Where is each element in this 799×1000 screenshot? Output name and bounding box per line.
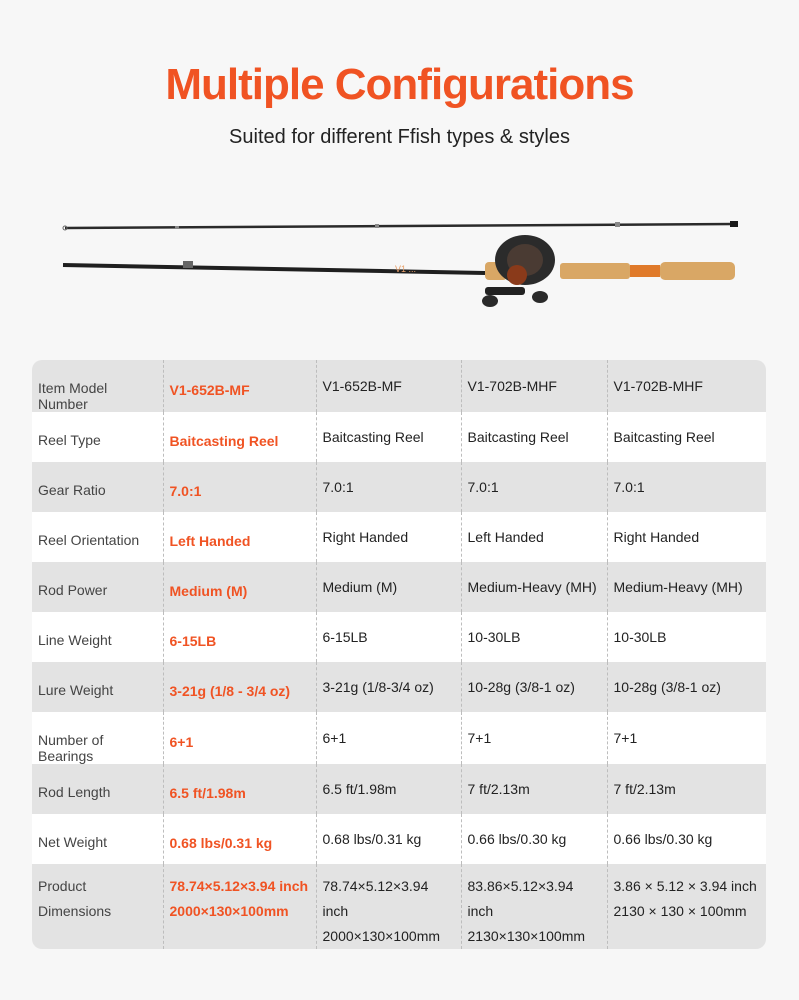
spec-value-line: 3.86 × 5.12 × 3.94 inch [613, 878, 757, 894]
spec-value-line: 78.74×5.12×3.94 inch [322, 878, 429, 919]
spec-value: 6-15LB [163, 612, 316, 662]
spec-value: 10-30LB [607, 612, 766, 662]
table-row [32, 864, 766, 949]
spec-value: 10-28g (3/8-1 oz) [461, 662, 607, 712]
table-row [32, 462, 766, 512]
spec-value: V1-652B-MF [316, 360, 461, 412]
spec-value: 7+1 [607, 712, 766, 764]
table-row [32, 662, 766, 712]
spec-value: 10-30LB [461, 612, 607, 662]
spec-value: 7.0:1 [607, 462, 766, 512]
spec-value: Medium (M) [163, 562, 316, 612]
spec-value: Left Handed [461, 512, 607, 562]
table-row [32, 814, 766, 864]
spec-value: Left Handed [163, 512, 316, 562]
spec-label: Rod Power [32, 562, 163, 612]
spec-value: Medium-Heavy (MH) [461, 562, 607, 612]
spec-value: 6-15LB [316, 612, 461, 662]
spec-value-line: 2130 × 130 × 100mm [613, 903, 747, 919]
spec-value: V1-702B-MHF [607, 360, 766, 412]
spec-value: Baitcasting Reel [607, 412, 766, 462]
spec-value: 7+1 [461, 712, 607, 764]
table-row [32, 764, 766, 814]
spec-value: 0.66 lbs/0.30 kg [461, 814, 607, 864]
spec-value: Right Handed [316, 512, 461, 562]
spec-value [461, 864, 607, 949]
page-title: Multiple Configurations [165, 60, 634, 109]
spec-value-line: 83.86×5.12×3.94 inch [467, 878, 574, 919]
spec-value: 0.68 lbs/0.31 kg [316, 814, 461, 864]
spec-label: Lure Weight [32, 662, 163, 712]
spec-value-line: 2000×130×100mm [322, 928, 441, 944]
spec-value: 3-21g (1/8 - 3/4 oz) [163, 662, 316, 712]
spec-value: Baitcasting Reel [316, 412, 461, 462]
spec-value: 3-21g (1/8-3/4 oz) [316, 662, 461, 712]
spec-value [163, 864, 316, 949]
rod-and-reel-image [55, 205, 745, 325]
spec-value: Medium (M) [316, 562, 461, 612]
spec-value: 7.0:1 [316, 462, 461, 512]
spec-value: V1-652B-MF [163, 360, 316, 412]
spec-value: 10-28g (3/8-1 oz) [607, 662, 766, 712]
specifications-table [32, 360, 766, 949]
table-row [32, 562, 766, 612]
spec-value: 7.0:1 [163, 462, 316, 512]
spec-label: Reel Type [32, 412, 163, 462]
spec-value [607, 864, 766, 949]
table-row [32, 512, 766, 562]
spec-value [316, 864, 461, 949]
spec-value: Baitcasting Reel [163, 412, 316, 462]
page-subtitle: Suited for different Ffish types & styles [229, 126, 570, 148]
spec-value: V1-702B-MHF [461, 360, 607, 412]
spec-label: Product Dimensions [32, 864, 163, 949]
table-row [32, 412, 766, 462]
spec-value: 6.5 ft/1.98m [163, 764, 316, 814]
spec-label: Reel Orientation [32, 512, 163, 562]
spec-label: Line Weight [32, 612, 163, 662]
spec-value: 6.5 ft/1.98m [316, 764, 461, 814]
spec-value-line: 2000×130×100mm [169, 903, 289, 919]
spec-value-line: 2130×130×100mm [467, 928, 586, 944]
spec-value: Medium-Heavy (MH) [607, 562, 766, 612]
rod-brand-mark: V1 ... [395, 264, 417, 274]
spec-value: 7.0:1 [461, 462, 607, 512]
spec-label: Item Model Number [32, 360, 163, 412]
spec-value: 0.66 lbs/0.30 kg [607, 814, 766, 864]
spec-label: Number of Bearings [32, 712, 163, 764]
spec-value: Baitcasting Reel [461, 412, 607, 462]
spec-label: Net Weight [32, 814, 163, 864]
table-row [32, 612, 766, 662]
spec-label: Gear Ratio [32, 462, 163, 512]
spec-value: Right Handed [607, 512, 766, 562]
spec-value: 7 ft/2.13m [461, 764, 607, 814]
spec-value: 6+1 [163, 712, 316, 764]
table-row [32, 712, 766, 764]
spec-value-line: 78.74×5.12×3.94 inch [169, 878, 309, 894]
table-row [32, 360, 766, 412]
spec-value: 0.68 lbs/0.31 kg [163, 814, 316, 864]
spec-label: Rod Length [32, 764, 163, 814]
spec-value: 7 ft/2.13m [607, 764, 766, 814]
spec-value: 6+1 [316, 712, 461, 764]
